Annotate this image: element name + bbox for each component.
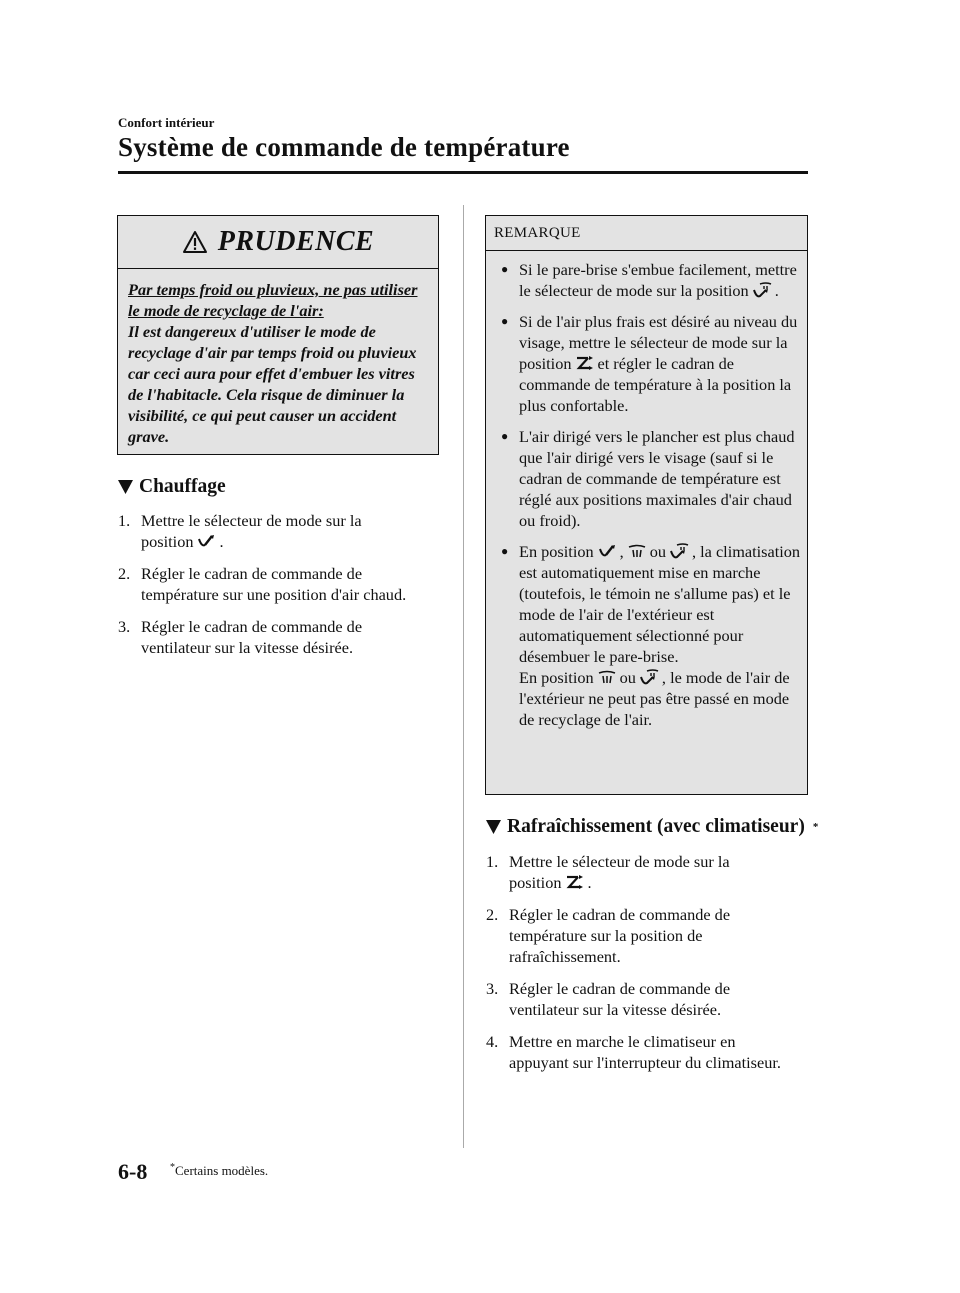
step-number: 3. bbox=[486, 979, 499, 998]
list-item bbox=[486, 978, 786, 1020]
heading-chauffage-text: Chauffage bbox=[139, 476, 226, 497]
note-text: ou bbox=[649, 542, 666, 561]
list-item bbox=[486, 904, 786, 967]
bullet-icon: ● bbox=[501, 314, 509, 328]
page-title: Système de commande de température bbox=[118, 132, 570, 162]
step-text-end: . bbox=[219, 532, 224, 551]
step-text: Mettre en marche le climatiseur en appuyant sur l'interrupteur du climatiseur. bbox=[509, 1032, 781, 1072]
floor-mode-icon bbox=[196, 533, 216, 549]
defrost-mode-icon bbox=[627, 543, 647, 559]
bullet-icon: ● bbox=[501, 429, 509, 443]
step-text: Mettre le sélecteur de mode sur la position bbox=[509, 852, 730, 892]
step-number: 4. bbox=[486, 1032, 499, 1051]
heading-chauffage bbox=[118, 476, 226, 498]
step-number: 1. bbox=[486, 852, 499, 871]
step-text: Mettre le sélecteur de mode sur la position bbox=[141, 511, 362, 551]
caution-warning-underlined: Par temps froid ou pluvieux, ne pas utiliser le mode de recyclage de l'air: bbox=[128, 280, 418, 320]
list-item bbox=[486, 1031, 786, 1073]
caution-title: PRUDENCE bbox=[217, 226, 375, 257]
defrost-floor-mode-icon bbox=[639, 669, 659, 685]
note-text: Si le pare-brise s'embue facilement, mettre le sélecteur de mode sur la position bbox=[519, 260, 797, 300]
section-label: Confort intérieur bbox=[118, 115, 215, 130]
bullet-icon: ● bbox=[501, 544, 509, 558]
note-text-end: . bbox=[774, 281, 779, 300]
rafraichissement-steps bbox=[486, 851, 786, 1084]
heading-rafraichissement bbox=[486, 816, 818, 838]
note-text: Si de l'air plus frais est désiré au niveau du visage, mettre le sélecteur de mode sur la position bbox=[519, 312, 798, 373]
caution-header bbox=[118, 216, 438, 269]
footnote-text: Certains modèles. bbox=[175, 1163, 269, 1178]
face-mode-icon bbox=[564, 874, 584, 890]
warning-triangle-icon bbox=[182, 230, 208, 254]
caution-body bbox=[118, 269, 438, 447]
note-label: REMARQUE bbox=[486, 216, 807, 251]
note-text: , la climatisation est automatiquement mise en marche (toutefois, le témoin ne s'allume pas) et le mode de l'air de l'extérieur est automatiquement sélectionné pour désembuer le pare-brise. bbox=[519, 542, 801, 666]
step-text-end: . bbox=[587, 873, 592, 892]
chauffage-steps bbox=[118, 510, 418, 669]
step-text: Régler le cadran de commande de température sur une position d'air chaud. bbox=[141, 564, 407, 604]
list-item bbox=[118, 616, 418, 658]
bullet-icon: ● bbox=[501, 262, 509, 276]
defrost-floor-mode-icon bbox=[752, 282, 772, 298]
step-number: 2. bbox=[118, 564, 131, 583]
list-item bbox=[494, 259, 801, 301]
floor-mode-icon bbox=[597, 543, 617, 559]
caution-box bbox=[117, 215, 439, 455]
note-body bbox=[486, 251, 807, 730]
column-divider bbox=[463, 205, 464, 1148]
defrost-mode-icon bbox=[597, 669, 617, 685]
step-text: Régler le cadran de commande de ventilateur sur la vitesse désirée. bbox=[141, 617, 363, 657]
caution-warning-text: Il est dangereux d'utiliser le mode de recyclage d'air par temps froid ou pluvieux car ceci aura pour effet d'embuer les vitres de l'habitacle. Cela risque de diminuer la visibilité, ce qui peut causer un accident grave. bbox=[128, 322, 417, 446]
note-text: , le mode de l'air de l'extérieur ne peut pas être passé en mode de recyclage de l'air. bbox=[519, 668, 790, 729]
triangle-down-icon bbox=[486, 820, 501, 834]
note-text: En position bbox=[519, 542, 594, 561]
list-item bbox=[494, 426, 801, 531]
note-box bbox=[485, 215, 808, 795]
step-text: Régler le cadran de commande de ventilateur sur la vitesse désirée. bbox=[509, 979, 731, 1019]
note-text: ou bbox=[619, 668, 636, 687]
list-item bbox=[118, 510, 418, 552]
step-number: 1. bbox=[118, 511, 131, 530]
asterisk-mark: * bbox=[170, 1162, 175, 1173]
page-number: 6-8 bbox=[118, 1159, 148, 1184]
list-item bbox=[494, 311, 801, 416]
face-mode-icon bbox=[574, 355, 594, 371]
list-item bbox=[486, 851, 786, 893]
note-text: En position bbox=[519, 668, 594, 687]
triangle-down-icon bbox=[118, 480, 133, 494]
asterisk-mark: * bbox=[812, 821, 819, 833]
note-text: L'air dirigé vers le plancher est plus chaud que l'air dirigé vers le visage (sauf si le cadran de commande de température est réglé aux positions maximales d'air chaud ou froid). bbox=[519, 427, 795, 530]
list-item bbox=[494, 541, 801, 730]
step-number: 3. bbox=[118, 617, 131, 636]
heading-rafraichissement-text: Rafraîchissement (avec climatiseur) bbox=[507, 816, 805, 837]
title-rule bbox=[118, 171, 808, 174]
step-text: Régler le cadran de commande de température sur la position de rafraîchissement. bbox=[509, 905, 731, 966]
step-number: 2. bbox=[486, 905, 499, 924]
list-item bbox=[118, 563, 418, 605]
note-text-end: et régler le cadran de commande de température à la position la plus confortable. bbox=[519, 354, 792, 415]
footnote bbox=[170, 1162, 268, 1179]
defrost-floor-mode-icon bbox=[669, 543, 689, 559]
note-text: , bbox=[619, 542, 624, 561]
